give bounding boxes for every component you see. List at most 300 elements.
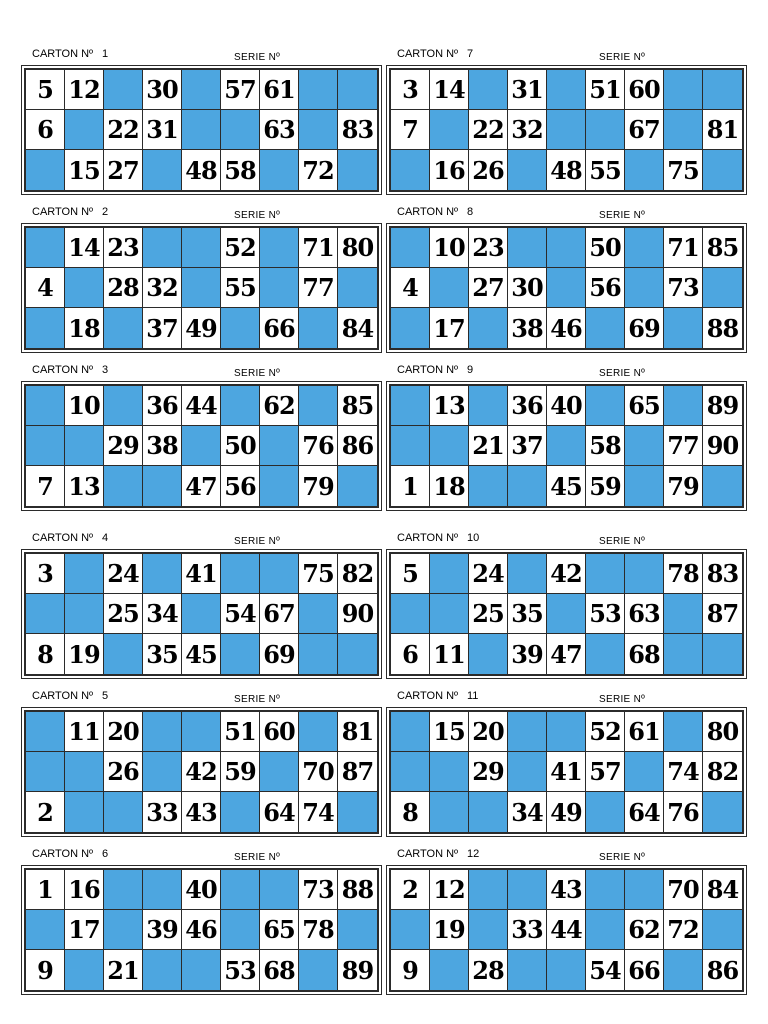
number-cell: 71 — [299, 228, 338, 268]
number-cell: 52 — [586, 712, 625, 752]
number-cell: 19 — [430, 910, 469, 950]
empty-cell — [260, 426, 299, 466]
empty-cell — [26, 308, 65, 348]
number-cell: 51 — [586, 70, 625, 110]
empty-cell — [430, 594, 469, 634]
number-cell: 81 — [703, 110, 742, 150]
serie-label: SERIE Nº — [599, 368, 646, 379]
card-grid — [24, 68, 379, 192]
number-cell: 63 — [625, 594, 664, 634]
empty-cell — [508, 554, 547, 594]
card-header — [389, 48, 741, 68]
empty-cell — [182, 228, 221, 268]
serie-label: SERIE Nº — [599, 536, 646, 547]
carton-label: CARTON Nº — [397, 532, 459, 544]
empty-cell — [547, 70, 586, 110]
number-cell: 86 — [338, 426, 377, 466]
bingo-card-5 — [24, 690, 376, 827]
carton-label: CARTON Nº — [32, 364, 94, 376]
card-grid — [389, 384, 744, 508]
empty-cell — [430, 110, 469, 150]
empty-cell — [26, 752, 65, 792]
empty-cell — [625, 554, 664, 594]
empty-cell — [104, 870, 143, 910]
empty-cell — [182, 950, 221, 990]
number-cell: 64 — [260, 792, 299, 832]
number-cell: 7 — [391, 110, 430, 150]
empty-cell — [391, 150, 430, 190]
serie-label: SERIE Nº — [599, 852, 646, 863]
number-cell: 60 — [260, 712, 299, 752]
empty-cell — [221, 308, 260, 348]
empty-cell — [703, 634, 742, 674]
number-cell: 66 — [625, 950, 664, 990]
empty-cell — [104, 466, 143, 506]
card-grid — [389, 552, 744, 676]
number-cell: 1 — [26, 870, 65, 910]
bingo-card-3 — [24, 364, 376, 501]
number-cell: 47 — [182, 466, 221, 506]
number-cell: 48 — [182, 150, 221, 190]
empty-cell — [299, 712, 338, 752]
empty-cell — [338, 466, 377, 506]
serie-label: SERIE Nº — [599, 694, 646, 705]
number-cell: 5 — [391, 554, 430, 594]
number-cell: 27 — [104, 150, 143, 190]
card-header — [24, 532, 376, 552]
number-cell: 20 — [104, 712, 143, 752]
empty-cell — [469, 792, 508, 832]
number-cell: 61 — [625, 712, 664, 752]
number-cell: 65 — [260, 910, 299, 950]
number-cell: 16 — [65, 870, 104, 910]
empty-cell — [182, 426, 221, 466]
empty-cell — [508, 466, 547, 506]
empty-cell — [338, 70, 377, 110]
number-cell: 72 — [299, 150, 338, 190]
number-cell: 12 — [65, 70, 104, 110]
number-cell: 10 — [430, 228, 469, 268]
empty-cell — [625, 150, 664, 190]
empty-cell — [260, 554, 299, 594]
bingo-card-4 — [24, 532, 376, 669]
number-cell: 22 — [469, 110, 508, 150]
empty-cell — [26, 386, 65, 426]
card-header — [389, 364, 741, 384]
carton-label: CARTON Nº — [397, 690, 459, 702]
number-cell: 42 — [182, 752, 221, 792]
empty-cell — [143, 150, 182, 190]
number-cell: 47 — [547, 634, 586, 674]
empty-cell — [469, 910, 508, 950]
number-cell: 48 — [547, 150, 586, 190]
empty-cell — [104, 70, 143, 110]
number-cell: 9 — [391, 950, 430, 990]
empty-cell — [26, 594, 65, 634]
number-cell: 81 — [338, 712, 377, 752]
empty-cell — [430, 268, 469, 308]
bingo-card-6 — [24, 848, 376, 985]
empty-cell — [586, 634, 625, 674]
empty-cell — [586, 910, 625, 950]
empty-cell — [586, 110, 625, 150]
number-cell: 58 — [221, 150, 260, 190]
card-grid — [389, 68, 744, 192]
bingo-card-7 — [389, 48, 741, 185]
serie-label: SERIE Nº — [234, 536, 281, 547]
number-cell: 2 — [391, 870, 430, 910]
number-cell: 20 — [469, 712, 508, 752]
empty-cell — [703, 910, 742, 950]
number-cell: 77 — [664, 426, 703, 466]
empty-cell — [547, 594, 586, 634]
number-cell: 28 — [104, 268, 143, 308]
empty-cell — [469, 308, 508, 348]
serie-label: SERIE Nº — [599, 210, 646, 221]
empty-cell — [469, 870, 508, 910]
number-cell: 78 — [664, 554, 703, 594]
number-cell: 40 — [182, 870, 221, 910]
number-cell: 70 — [664, 870, 703, 910]
number-cell: 22 — [104, 110, 143, 150]
empty-cell — [143, 466, 182, 506]
empty-cell — [260, 228, 299, 268]
empty-cell — [299, 110, 338, 150]
empty-cell — [703, 268, 742, 308]
number-cell: 61 — [260, 70, 299, 110]
number-cell: 49 — [182, 308, 221, 348]
number-cell: 38 — [508, 308, 547, 348]
number-cell: 7 — [26, 466, 65, 506]
number-cell: 83 — [703, 554, 742, 594]
empty-cell — [26, 712, 65, 752]
empty-cell — [26, 426, 65, 466]
number-cell: 45 — [182, 634, 221, 674]
empty-cell — [221, 110, 260, 150]
number-cell: 87 — [338, 752, 377, 792]
number-cell: 11 — [65, 712, 104, 752]
empty-cell — [104, 910, 143, 950]
number-cell: 50 — [221, 426, 260, 466]
empty-cell — [338, 268, 377, 308]
card-grid — [389, 710, 744, 834]
empty-cell — [104, 386, 143, 426]
serie-label: SERIE Nº — [234, 852, 281, 863]
empty-cell — [469, 634, 508, 674]
empty-cell — [430, 554, 469, 594]
empty-cell — [703, 150, 742, 190]
number-cell: 88 — [338, 870, 377, 910]
number-cell: 44 — [182, 386, 221, 426]
empty-cell — [547, 950, 586, 990]
empty-cell — [664, 712, 703, 752]
number-cell: 69 — [625, 308, 664, 348]
number-cell: 4 — [391, 268, 430, 308]
number-cell: 89 — [703, 386, 742, 426]
empty-cell — [391, 308, 430, 348]
number-cell: 78 — [299, 910, 338, 950]
empty-cell — [625, 228, 664, 268]
empty-cell — [221, 386, 260, 426]
number-cell: 75 — [299, 554, 338, 594]
number-cell: 30 — [143, 70, 182, 110]
number-cell: 43 — [182, 792, 221, 832]
card-header — [389, 848, 741, 868]
number-cell: 54 — [586, 950, 625, 990]
empty-cell — [703, 466, 742, 506]
empty-cell — [65, 950, 104, 990]
number-cell: 41 — [182, 554, 221, 594]
number-cell: 86 — [703, 950, 742, 990]
number-cell: 82 — [338, 554, 377, 594]
number-cell: 33 — [143, 792, 182, 832]
number-cell: 73 — [664, 268, 703, 308]
number-cell: 2 — [26, 792, 65, 832]
empty-cell — [391, 228, 430, 268]
empty-cell — [625, 870, 664, 910]
empty-cell — [104, 308, 143, 348]
number-cell: 54 — [221, 594, 260, 634]
carton-number: 1 — [102, 48, 109, 60]
empty-cell — [65, 594, 104, 634]
number-cell: 66 — [260, 308, 299, 348]
number-cell: 85 — [703, 228, 742, 268]
empty-cell — [703, 792, 742, 832]
number-cell: 27 — [469, 268, 508, 308]
empty-cell — [104, 792, 143, 832]
number-cell: 5 — [26, 70, 65, 110]
carton-number: 10 — [467, 532, 480, 544]
empty-cell — [143, 752, 182, 792]
number-cell: 43 — [547, 870, 586, 910]
empty-cell — [260, 752, 299, 792]
empty-cell — [391, 594, 430, 634]
number-cell: 32 — [143, 268, 182, 308]
card-header — [24, 364, 376, 384]
empty-cell — [260, 466, 299, 506]
number-cell: 57 — [586, 752, 625, 792]
empty-cell — [391, 426, 430, 466]
empty-cell — [508, 870, 547, 910]
number-cell: 31 — [508, 70, 547, 110]
empty-cell — [26, 150, 65, 190]
number-cell: 17 — [430, 308, 469, 348]
number-cell: 71 — [664, 228, 703, 268]
empty-cell — [430, 752, 469, 792]
empty-cell — [625, 268, 664, 308]
number-cell: 36 — [143, 386, 182, 426]
empty-cell — [65, 110, 104, 150]
card-header — [389, 532, 741, 552]
number-cell: 41 — [547, 752, 586, 792]
bingo-card-2 — [24, 206, 376, 343]
empty-cell — [143, 228, 182, 268]
empty-cell — [221, 634, 260, 674]
number-cell: 26 — [104, 752, 143, 792]
number-cell: 19 — [65, 634, 104, 674]
number-cell: 84 — [338, 308, 377, 348]
card-grid — [24, 868, 379, 992]
number-cell: 35 — [508, 594, 547, 634]
number-cell: 1 — [391, 466, 430, 506]
number-cell: 55 — [221, 268, 260, 308]
empty-cell — [664, 386, 703, 426]
number-cell: 45 — [547, 466, 586, 506]
empty-cell — [299, 308, 338, 348]
number-cell: 13 — [65, 466, 104, 506]
number-cell: 59 — [586, 466, 625, 506]
number-cell: 3 — [391, 70, 430, 110]
card-grid — [24, 226, 379, 350]
empty-cell — [182, 70, 221, 110]
empty-cell — [586, 792, 625, 832]
number-cell: 30 — [508, 268, 547, 308]
empty-cell — [547, 426, 586, 466]
number-cell: 74 — [299, 792, 338, 832]
empty-cell — [625, 466, 664, 506]
number-cell: 24 — [469, 554, 508, 594]
number-cell: 67 — [625, 110, 664, 150]
carton-label: CARTON Nº — [397, 364, 459, 376]
number-cell: 68 — [625, 634, 664, 674]
number-cell: 42 — [547, 554, 586, 594]
bingo-card-12 — [389, 848, 741, 985]
number-cell: 65 — [625, 386, 664, 426]
number-cell: 23 — [104, 228, 143, 268]
number-cell: 40 — [547, 386, 586, 426]
empty-cell — [65, 554, 104, 594]
number-cell: 36 — [508, 386, 547, 426]
empty-cell — [182, 594, 221, 634]
number-cell: 62 — [260, 386, 299, 426]
empty-cell — [508, 752, 547, 792]
number-cell: 90 — [703, 426, 742, 466]
number-cell: 26 — [469, 150, 508, 190]
number-cell: 70 — [299, 752, 338, 792]
empty-cell — [547, 110, 586, 150]
empty-cell — [260, 268, 299, 308]
carton-number: 11 — [467, 690, 479, 702]
empty-cell — [664, 308, 703, 348]
number-cell: 17 — [65, 910, 104, 950]
number-cell: 85 — [338, 386, 377, 426]
serie-label: SERIE Nº — [599, 52, 646, 63]
number-cell: 29 — [104, 426, 143, 466]
empty-cell — [664, 594, 703, 634]
card-header — [24, 690, 376, 710]
carton-number: 6 — [102, 848, 109, 860]
bingo-card-11 — [389, 690, 741, 827]
number-cell: 64 — [625, 792, 664, 832]
card-header — [24, 848, 376, 868]
card-grid — [389, 868, 744, 992]
number-cell: 69 — [260, 634, 299, 674]
empty-cell — [430, 426, 469, 466]
empty-cell — [338, 150, 377, 190]
number-cell: 9 — [26, 950, 65, 990]
number-cell: 90 — [338, 594, 377, 634]
empty-cell — [625, 426, 664, 466]
number-cell: 28 — [469, 950, 508, 990]
number-cell: 23 — [469, 228, 508, 268]
empty-cell — [586, 308, 625, 348]
number-cell: 83 — [338, 110, 377, 150]
carton-label: CARTON Nº — [32, 206, 94, 218]
number-cell: 15 — [65, 150, 104, 190]
carton-label: CARTON Nº — [32, 532, 94, 544]
empty-cell — [260, 150, 299, 190]
carton-number: 3 — [102, 364, 109, 376]
number-cell: 39 — [143, 910, 182, 950]
number-cell: 51 — [221, 712, 260, 752]
empty-cell — [221, 792, 260, 832]
number-cell: 12 — [430, 870, 469, 910]
empty-cell — [26, 910, 65, 950]
empty-cell — [221, 910, 260, 950]
empty-cell — [547, 228, 586, 268]
card-header — [389, 690, 741, 710]
number-cell: 39 — [508, 634, 547, 674]
empty-cell — [469, 70, 508, 110]
empty-cell — [299, 634, 338, 674]
bingo-card-9 — [389, 364, 741, 501]
empty-cell — [338, 910, 377, 950]
empty-cell — [430, 950, 469, 990]
number-cell: 56 — [586, 268, 625, 308]
number-cell: 21 — [104, 950, 143, 990]
number-cell: 33 — [508, 910, 547, 950]
empty-cell — [104, 634, 143, 674]
number-cell: 72 — [664, 910, 703, 950]
empty-cell — [547, 268, 586, 308]
number-cell: 49 — [547, 792, 586, 832]
number-cell: 50 — [586, 228, 625, 268]
empty-cell — [664, 634, 703, 674]
empty-cell — [299, 386, 338, 426]
number-cell: 18 — [430, 466, 469, 506]
serie-label: SERIE Nº — [234, 210, 281, 221]
number-cell: 84 — [703, 870, 742, 910]
number-cell: 59 — [221, 752, 260, 792]
number-cell: 4 — [26, 268, 65, 308]
number-cell: 77 — [299, 268, 338, 308]
number-cell: 46 — [182, 910, 221, 950]
bingo-card-10 — [389, 532, 741, 669]
number-cell: 3 — [26, 554, 65, 594]
number-cell: 53 — [221, 950, 260, 990]
empty-cell — [508, 150, 547, 190]
empty-cell — [338, 792, 377, 832]
empty-cell — [299, 950, 338, 990]
number-cell: 8 — [391, 792, 430, 832]
number-cell: 88 — [703, 308, 742, 348]
number-cell: 76 — [299, 426, 338, 466]
number-cell: 13 — [430, 386, 469, 426]
empty-cell — [586, 870, 625, 910]
number-cell: 63 — [260, 110, 299, 150]
empty-cell — [508, 228, 547, 268]
empty-cell — [391, 752, 430, 792]
number-cell: 73 — [299, 870, 338, 910]
empty-cell — [469, 386, 508, 426]
empty-cell — [586, 386, 625, 426]
number-cell: 82 — [703, 752, 742, 792]
bingo-card-1 — [24, 48, 376, 185]
empty-cell — [143, 870, 182, 910]
empty-cell — [143, 554, 182, 594]
number-cell: 34 — [143, 594, 182, 634]
number-cell: 18 — [65, 308, 104, 348]
